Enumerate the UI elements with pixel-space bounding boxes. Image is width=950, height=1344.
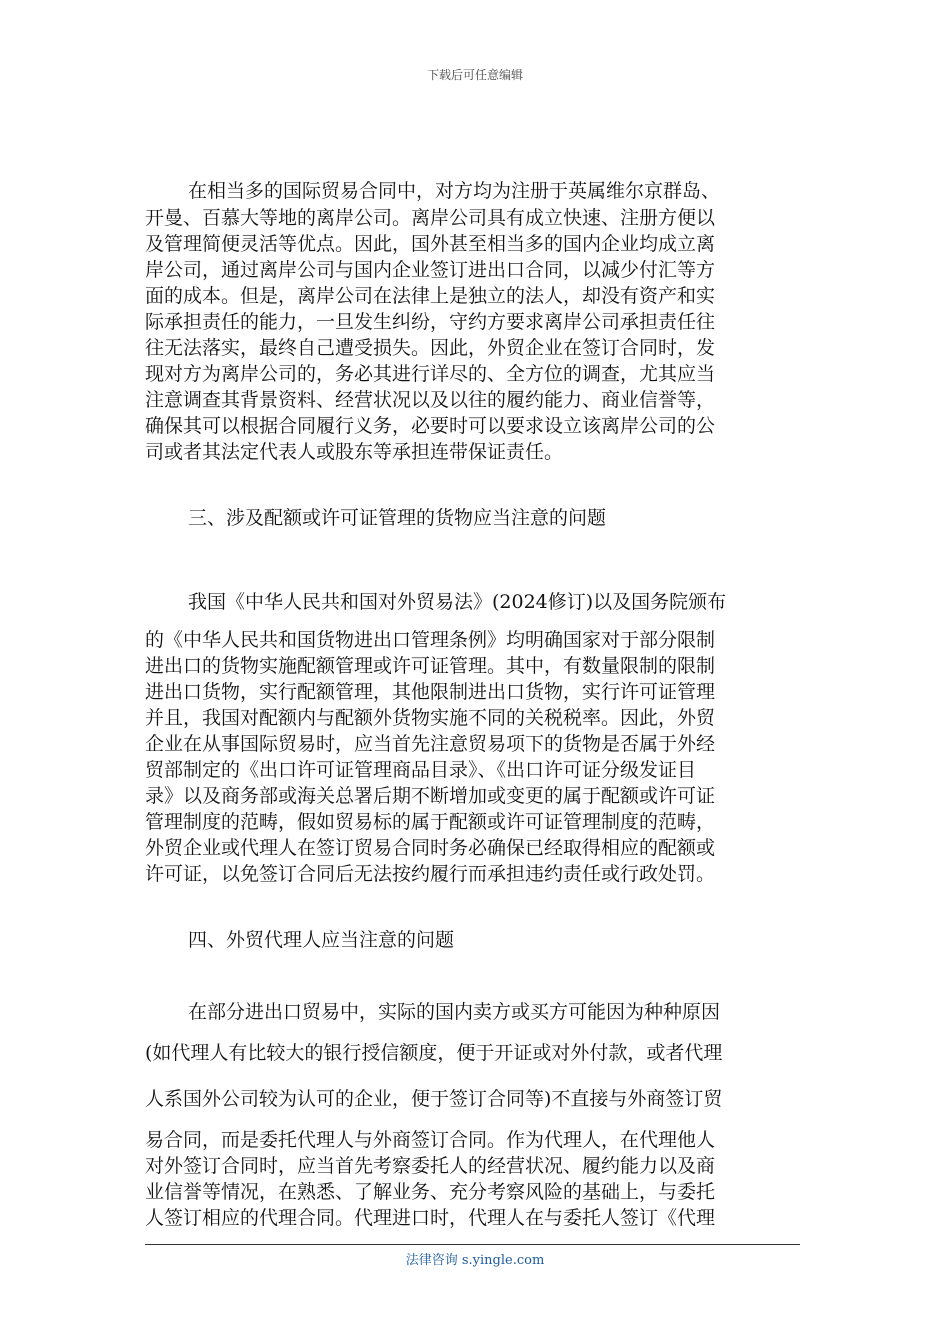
section-heading-3: 三、涉及配额或许可证管理的货物应当注意的问题 [188, 507, 607, 529]
text-line: 在相当多的国际贸易合同中，对方均为注册于英属维尔京群岛、 [188, 180, 721, 202]
text-line: 开曼、百慕大等地的离岸公司。离岸公司具有成立快速、注册方便以 [145, 207, 716, 229]
text-line: 及管理简便灵活等优点。因此，国外甚至相当多的国内企业均成立离 [145, 233, 716, 255]
text-line: 易合同，而是委托代理人与外商签订合同。作为代理人，在代理他人 [145, 1129, 716, 1151]
text-line: 业信誉等情况，在熟悉、了解业务、充分考察风险的基础上，与委托 [145, 1181, 716, 1203]
text-line: 录》以及商务部或海关总署后期不断增加或变更的属于配额或许可证 [145, 785, 716, 807]
text-line: 进出口货物，实行配额管理，其他限制进出口货物，实行许可证管理 [145, 681, 716, 703]
text-line: 管理制度的范畴，假如贸易标的属于配额或许可证管理制度的范畴， [145, 811, 716, 833]
text-line: 许可证，以免签订合同后无法按约履行而承担违约责任或行政处罚。 [145, 863, 716, 885]
text-line: 并且，我国对配额内与配额外货物实施不同的关税税率。因此，外贸 [145, 707, 716, 729]
text-line: 我国《中华人民共和国对外贸易法》(2024修订)以及国务院颁布 [188, 591, 727, 613]
text-line: 际承担责任的能力，一旦发生纠纷，守约方要求离岸公司承担责任往 [145, 311, 716, 333]
text-line: 往无法落实，最终自己遭受损失。因此，外贸企业在签订合同时，发 [145, 337, 716, 359]
text-line: 岸公司，通过离岸公司与国内企业签订进出口合同，以减少付汇等方 [145, 259, 716, 281]
footer-link[interactable]: 法律咨询 s.yingle.com [405, 1253, 545, 1268]
text-line: 进出口的货物实施配额管理或许可证管理。其中，有数量限制的限制 [145, 655, 716, 677]
text-line: (如代理人有比较大的银行授信额度，便于开证或对外付款，或者代理 [145, 1042, 723, 1064]
text-line: 确保其可以根据合同履行义务，必要时可以要求设立该离岸公司的公 [145, 415, 716, 437]
text-line: 现对方为离岸公司的，务必其进行详尽的、全方位的调查，尤其应当 [145, 363, 716, 385]
text-line: 的《中华人民共和国货物进出口管理条例》均明确国家对于部分限制 [145, 629, 716, 651]
text-line: 人签订相应的代理合同。代理进口时，代理人在与委托人签订《代理 [145, 1207, 716, 1229]
text-line: 对外签订合同时，应当首先考察委托人的经营状况、履约能力以及商 [145, 1155, 716, 1177]
text-line: 外贸企业或代理人在签订贸易合同时务必确保已经取得相应的配额或 [145, 837, 716, 859]
section-heading-4: 四、外贸代理人应当注意的问题 [188, 929, 455, 951]
footer-divider [145, 1244, 800, 1245]
page-header: 下载后可任意编辑 [426, 68, 523, 82]
text-line: 人系国外公司较为认可的企业，便于签订合同等)不直接与外商签订贸 [145, 1088, 723, 1110]
text-line: 注意调查其背景资料、经营状况以及以往的履约能力、商业信誉等， [145, 389, 716, 411]
text-line: 企业在从事国际贸易时，应当首先注意贸易项下的货物是否属于外经 [145, 733, 716, 755]
text-line: 司或者其法定代表人或股东等承担连带保证责任。 [145, 441, 564, 463]
text-line: 在部分进出口贸易中，实际的国内卖方或买方可能因为种种原因 [188, 1001, 721, 1023]
text-line: 面的成本。但是，离岸公司在法律上是独立的法人，却没有资产和实 [145, 285, 716, 307]
text-line: 贸部制定的《出口许可证管理商品目录》、《出口许可证分级发证目 [145, 759, 697, 781]
